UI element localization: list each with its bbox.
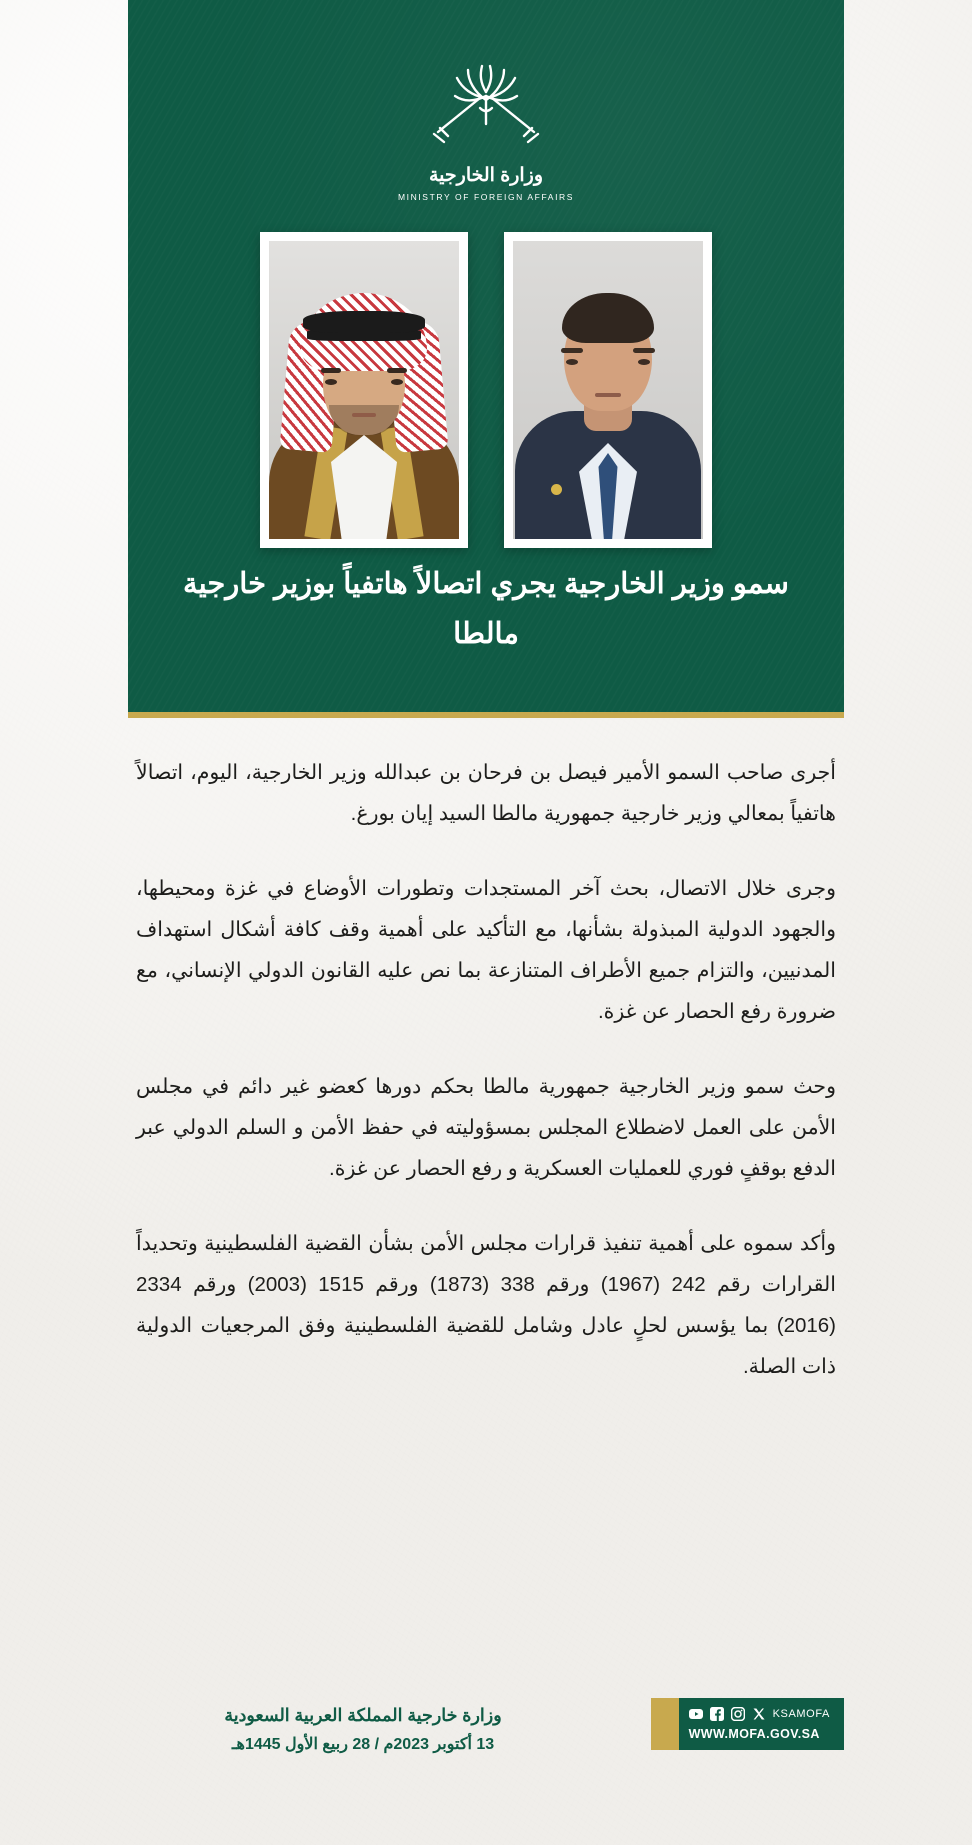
portrait-frame-saudi xyxy=(260,232,468,548)
footer-ministry-name: وزارة خارجية المملكة العربية السعودية xyxy=(224,1705,502,1725)
ministry-emblem xyxy=(128,58,844,202)
facebook-icon[interactable] xyxy=(710,1707,724,1721)
instagram-icon[interactable] xyxy=(731,1707,745,1721)
portraits-row xyxy=(128,232,844,548)
gold-divider xyxy=(128,712,844,718)
article-body xyxy=(128,752,844,1421)
portrait-malta-foreign-minister xyxy=(513,241,703,539)
paragraph-2: وجرى خلال الاتصال، بحث آخر المستجدات وتطورات الأوضاع في غزة ومحيطها، والجهود الدولية المبذولة بشأنها، مع التأكيد على أهمية وقف كافة أشكال استهداف المدنيين، والتزام جميع الأطراف المتنازعة بما نص عليه القانون الدولي الإنساني، مع ضرورة رفع الحصار عن غزة. xyxy=(136,877,836,1023)
paragraph-1: أجرى صاحب السمو الأمير فيصل بن فرحان بن عبدالله وزير الخارجية، اليوم، اتصالاً هاتفياً بمعالي وزير خارجية جمهورية مالطا السيد إيان بورغ. xyxy=(136,761,836,825)
footer-date: 13 أكتوبر 2023م / 28 ربيع الأول 1445هـ xyxy=(231,1736,495,1754)
portrait-saudi-foreign-minister xyxy=(269,241,459,539)
website-url[interactable]: WWW.MOFA.GOV.SA xyxy=(688,1727,820,1741)
saudi-emblem-palm-swords-icon xyxy=(424,58,548,162)
footer-text xyxy=(128,1702,598,1754)
portrait-frame-malta xyxy=(504,232,712,548)
news-card xyxy=(128,0,844,1845)
youtube-icon[interactable] xyxy=(689,1707,703,1721)
emblem-wordmark xyxy=(398,166,574,202)
emblem-title-ar: وزارة الخارجية xyxy=(429,165,543,186)
footer xyxy=(128,1688,844,1778)
paragraph-3: وحث سمو وزير الخارجية جمهورية مالطا بحكم دورها كعضو غير دائم في مجلس الأمن على العمل لاضطلاع المجلس بمسؤوليته في حفظ الأمن و السلم الدولي عبر الدفع بوقفٍ فوري للعمليات العسكرية و رفع الحصار عن غزة. xyxy=(136,1075,836,1180)
header-banner xyxy=(128,0,844,712)
paragraph-4: وأكد سموه على أهمية تنفيذ قرارات مجلس الأمن بشأن القضية الفلسطينية وتحديداً القرارات رقم 242 (1967) ورقم 338 (1873) ورقم 1515 (2003) ورقم 2334 (2016) بما يؤسس لحلٍ عادل وشامل للقضية الفلسطينية وفق المرجعيات الدولية ذات الصلة. xyxy=(136,1232,836,1378)
social-handle: KSAMOFA xyxy=(772,1708,830,1720)
social-handle-row xyxy=(689,1707,830,1721)
social-badge[interactable] xyxy=(651,1698,844,1750)
badge-content xyxy=(679,1698,844,1750)
emblem-title-en: MINISTRY OF FOREIGN AFFAIRS xyxy=(397,191,575,202)
page-title: سمو وزير الخارجية يجري اتصالاً هاتفياً بوزير خارجية مالطا xyxy=(183,568,789,650)
badge-gold-accent xyxy=(651,1698,679,1750)
x-twitter-icon[interactable] xyxy=(752,1707,766,1721)
